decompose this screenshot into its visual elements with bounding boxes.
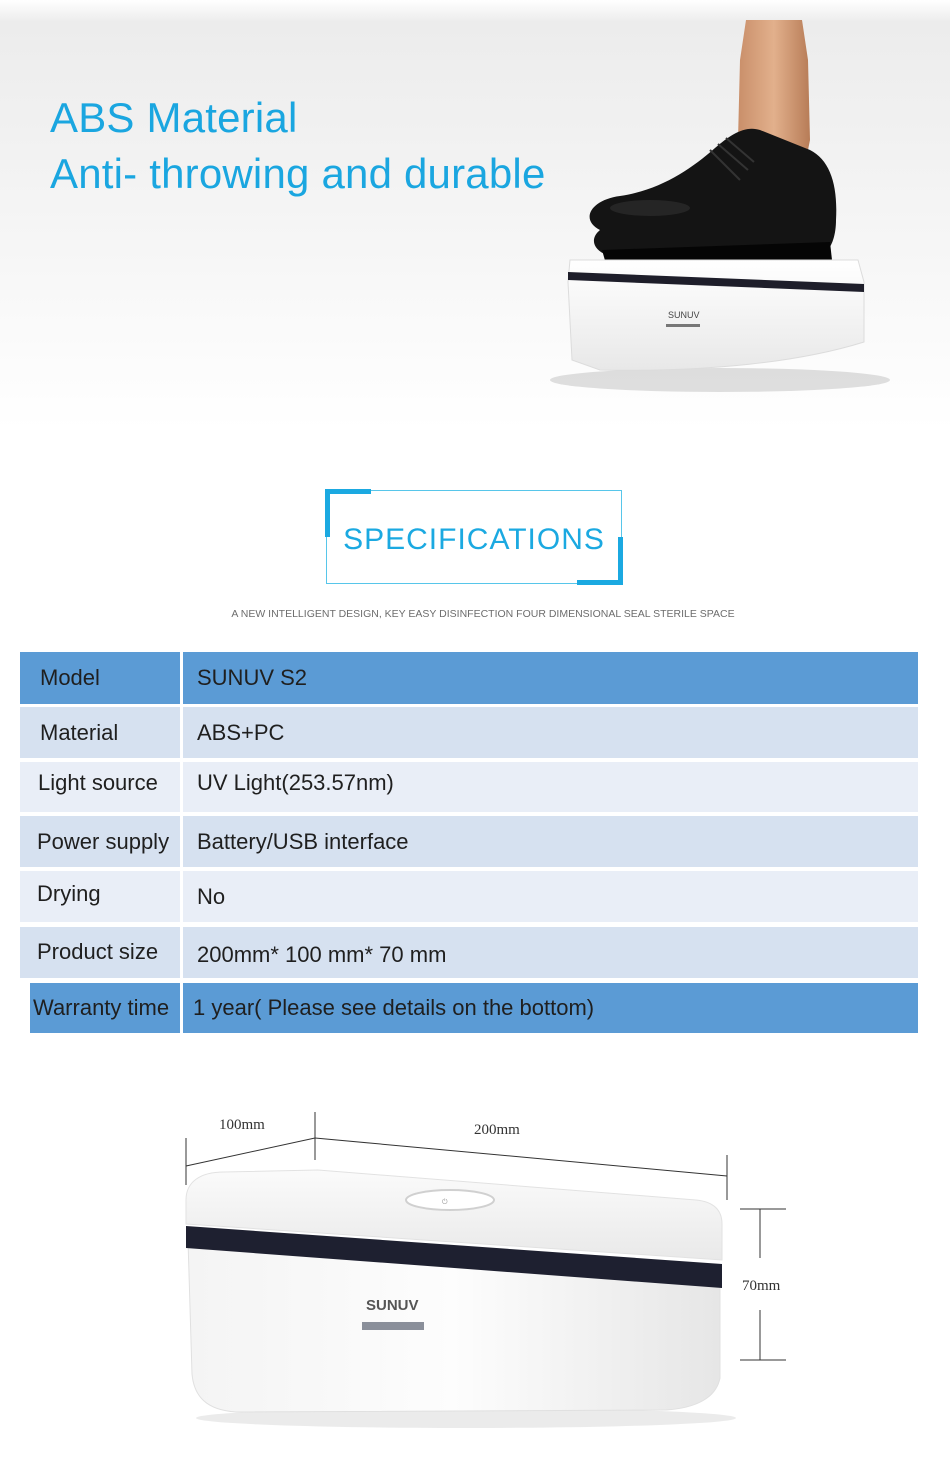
- height-dimension-label: 70mm: [742, 1278, 781, 1294]
- spec-label: Model: [20, 652, 180, 704]
- svg-text:SUNUV: SUNUV: [366, 1297, 419, 1314]
- spec-value: No: [183, 871, 918, 922]
- hero-title-line-2: Anti- throwing and durable: [50, 150, 546, 197]
- spec-label: Product size: [20, 927, 180, 978]
- spec-value: 1 year( Please see details on the bottom): [183, 983, 918, 1033]
- spec-value: SUNUV S2: [183, 652, 918, 704]
- width-dimension-label: 100mm: [219, 1117, 265, 1133]
- svg-text:⏻: ⏻: [442, 1199, 448, 1206]
- spec-label: Drying: [20, 871, 180, 922]
- spec-label: Light source: [20, 762, 180, 812]
- svg-text:SUNUV: SUNUV: [668, 310, 700, 320]
- length-dimension-label: 200mm: [474, 1122, 520, 1138]
- spec-label: Power supply: [20, 816, 180, 867]
- spec-label: Material: [20, 707, 180, 758]
- sterilizer-box-image: [176, 1160, 736, 1430]
- spec-value: 200mm* 100 mm* 70 mm: [183, 927, 918, 978]
- spec-label: Warranty time: [30, 983, 180, 1033]
- specifications-subtitle: A NEW INTELLIGENT DESIGN, KEY EASY DISINFECTION FOUR DIMENSIONAL SEAL STERILE SPACE: [231, 608, 735, 620]
- spec-value: UV Light(253.57nm): [183, 762, 918, 812]
- hero-title-line-1: ABS Material: [50, 94, 298, 141]
- spec-value: ABS+PC: [183, 707, 918, 758]
- specifications-heading: SPECIFICATIONS: [343, 523, 605, 556]
- spec-value: Battery/USB interface: [183, 816, 918, 867]
